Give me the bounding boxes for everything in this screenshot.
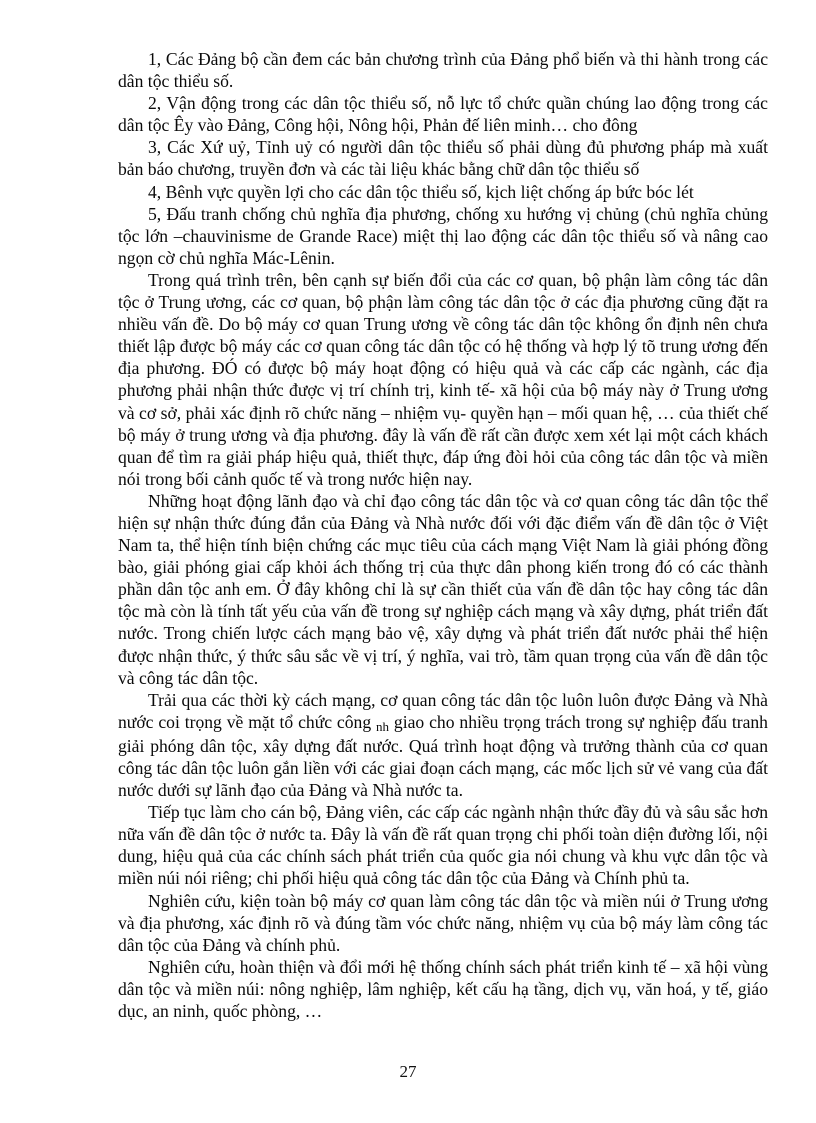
paragraph-11: Nghiên cứu, hoàn thiện và đổi mới hệ thống chính sách phát triển kinh tế – xã hội vùng dân tộc và miền núi: nông nghiệp, lâm nghiệp, kết cấu hạ tầng, dịch vụ, văn hoá, y tế, giáo dục, an ninh, quốc phòng, … — [118, 956, 768, 1022]
paragraph-10: Nghiên cứu, kiện toàn bộ máy cơ quan làm công tác dân tộc và miền núi ở Trung ương và địa phương, xác định rõ và đúng tầm vóc chức năng, nhiệm vụ của bộ máy làm công tác dân tộc của Đảng và chính phủ. — [118, 890, 768, 955]
paragraph-8 — [118, 689, 768, 801]
paragraph-7: Những hoạt động lãnh đạo và chỉ đạo công tác dân tộc và cơ quan công tác dân tộc thể hiện sự nhận thức đúng đắn của Đảng và Nhà nước đối với đặc điểm vấn đề dân tộc ở Việt Nam ta, thể hiện tính biện chứng các mục tiêu của cách mạng Việt Nam là giải phóng đồng bào, giải phóng giai cấp khỏi ách thống trị của thực dân phong kiến trong đó có các thành phần dân tộc anh em. Ở đây không chỉ là sự cần thiết của vấn đề dân tộc hay công tác dân tộc mà còn là tính tất yếu của vấn đề trong sự nghiệp cách mạng và xây dựng, phát triển đất nước. Trong chiến lược cách mạng bảo vệ, xây dựng và phát triển đất nước phải thể hiện được nhận thức, ý thức sâu sắc về vị trí, ý nghĩa, vai trò, tầm quan trọng của vấn đề dân tộc và công tác dân tộc. — [118, 490, 768, 688]
paragraph-4: 4, Bênh vực quyền lợi cho các dân tộc thiểu số, kịch liệt chống áp bức bóc lét — [148, 181, 694, 202]
paragraph-8-end: giao cho nhiều trọng trách trong sự nghiệp đấu tranh giải phóng dân tộc, xây dựng đất nước. Quá trình hoạt động và trưởng thành của cơ quan công tác dân tộc luôn gắn liền với các giai đoạn cách mạng, các mốc lịch sử vẻ vang của đất nước dưới sự lãnh đạo của Đảng và Nhà nước ta. — [118, 711, 768, 801]
paragraph-9: Tiếp tục làm cho cán bộ, Đảng viên, các cấp các ngành nhận thức đầy đủ và sâu sắc hơn nữa vấn đề dân tộc ở nước ta. Đây là vấn đề rất quan trọng chi phối toàn diện đường lối, nội dung, hiệu quả của các chính sách phát triển của quốc gia nói chung và khu vực dân tộc và miền núi nói riêng; chi phối hiệu quả công tác dân tộc của Đảng và Chính phủ ta. — [118, 802, 768, 889]
paragraph-2: 2, Vận động trong các dân tộc thiểu số, nỗ lực tổ chức quần chúng lao động trong các dân tộc Êy vào Đảng, Công hội, Nông hội, Phản đế liên minh… cho đông — [118, 93, 768, 136]
body-text — [118, 48, 768, 1022]
paragraph-1: 1, Các Đảng bộ cần đem các bản chương trình của Đảng phổ biến và thi hành trong các dân tộc thiểu số. — [118, 49, 768, 92]
paragraph-8-subscript: nh — [376, 718, 390, 734]
page-number: 27 — [399, 1062, 417, 1081]
paragraph-5: 5, Đấu tranh chống chủ nghĩa địa phương, chống xu hướng vị chủng (chủ nghĩa chủng tộc lớn –chauvinisme de Grande Race) miệt thị lao động các dân tộc thiểu số và nâng cao ngọn cờ chủ nghĩa Mác-Lênin. — [118, 203, 768, 268]
paragraph-3: 3, Các Xứ uỷ, Tỉnh uỷ có người dân tộc thiểu số phải dùng đủ phương pháp mà xuất bản báo chương, truyền đơn và các tài liệu khác bằng chữ dân tộc thiểu số — [118, 137, 768, 180]
paragraph-6: Trong quá trình trên, bên cạnh sự biến đổi của các cơ quan, bộ phận làm công tác dân tộc ở Trung ương, các cơ quan, bộ phận làm công tác dân tộc ở các địa phương cũng đặt ra nhiều vấn đề. Do bộ máy cơ quan Trung ương về công tác dân tộc không ổn định nên chưa thiết lập được bộ máy các cơ quan công tác dân tộc có hệ thống và hợp lý tõ trung ương đến địa phương. ĐÓ có được bộ máy hoạt động có hiệu quả và các cấp các ngành, các địa phương phải nhận thức được vị trí chính trị, kinh tế- xã hội của bộ máy này ở Trung ương và cơ sở, phải xác định rõ chức năng – nhiệm vụ- quyền hạn – mối quan hệ, … của thiết chế bộ máy ở trung ương và địa phương. đây là vấn đề rất cần được xem xét lại một cách khách quan để tìm ra giải pháp hiệu quả, thiết thực, đáp ứng đòi hỏi của công tác dân tộc và miền nói trong bối cảnh quốc tế và trong nước hiện nay. — [118, 269, 768, 489]
paragraph-8-start: Trải qua các thời kỳ cách mạng, cơ quan công tác dân tộc luôn luôn được Đảng và Nhà nước coi trọng về mặt tổ chức công — [118, 689, 768, 732]
